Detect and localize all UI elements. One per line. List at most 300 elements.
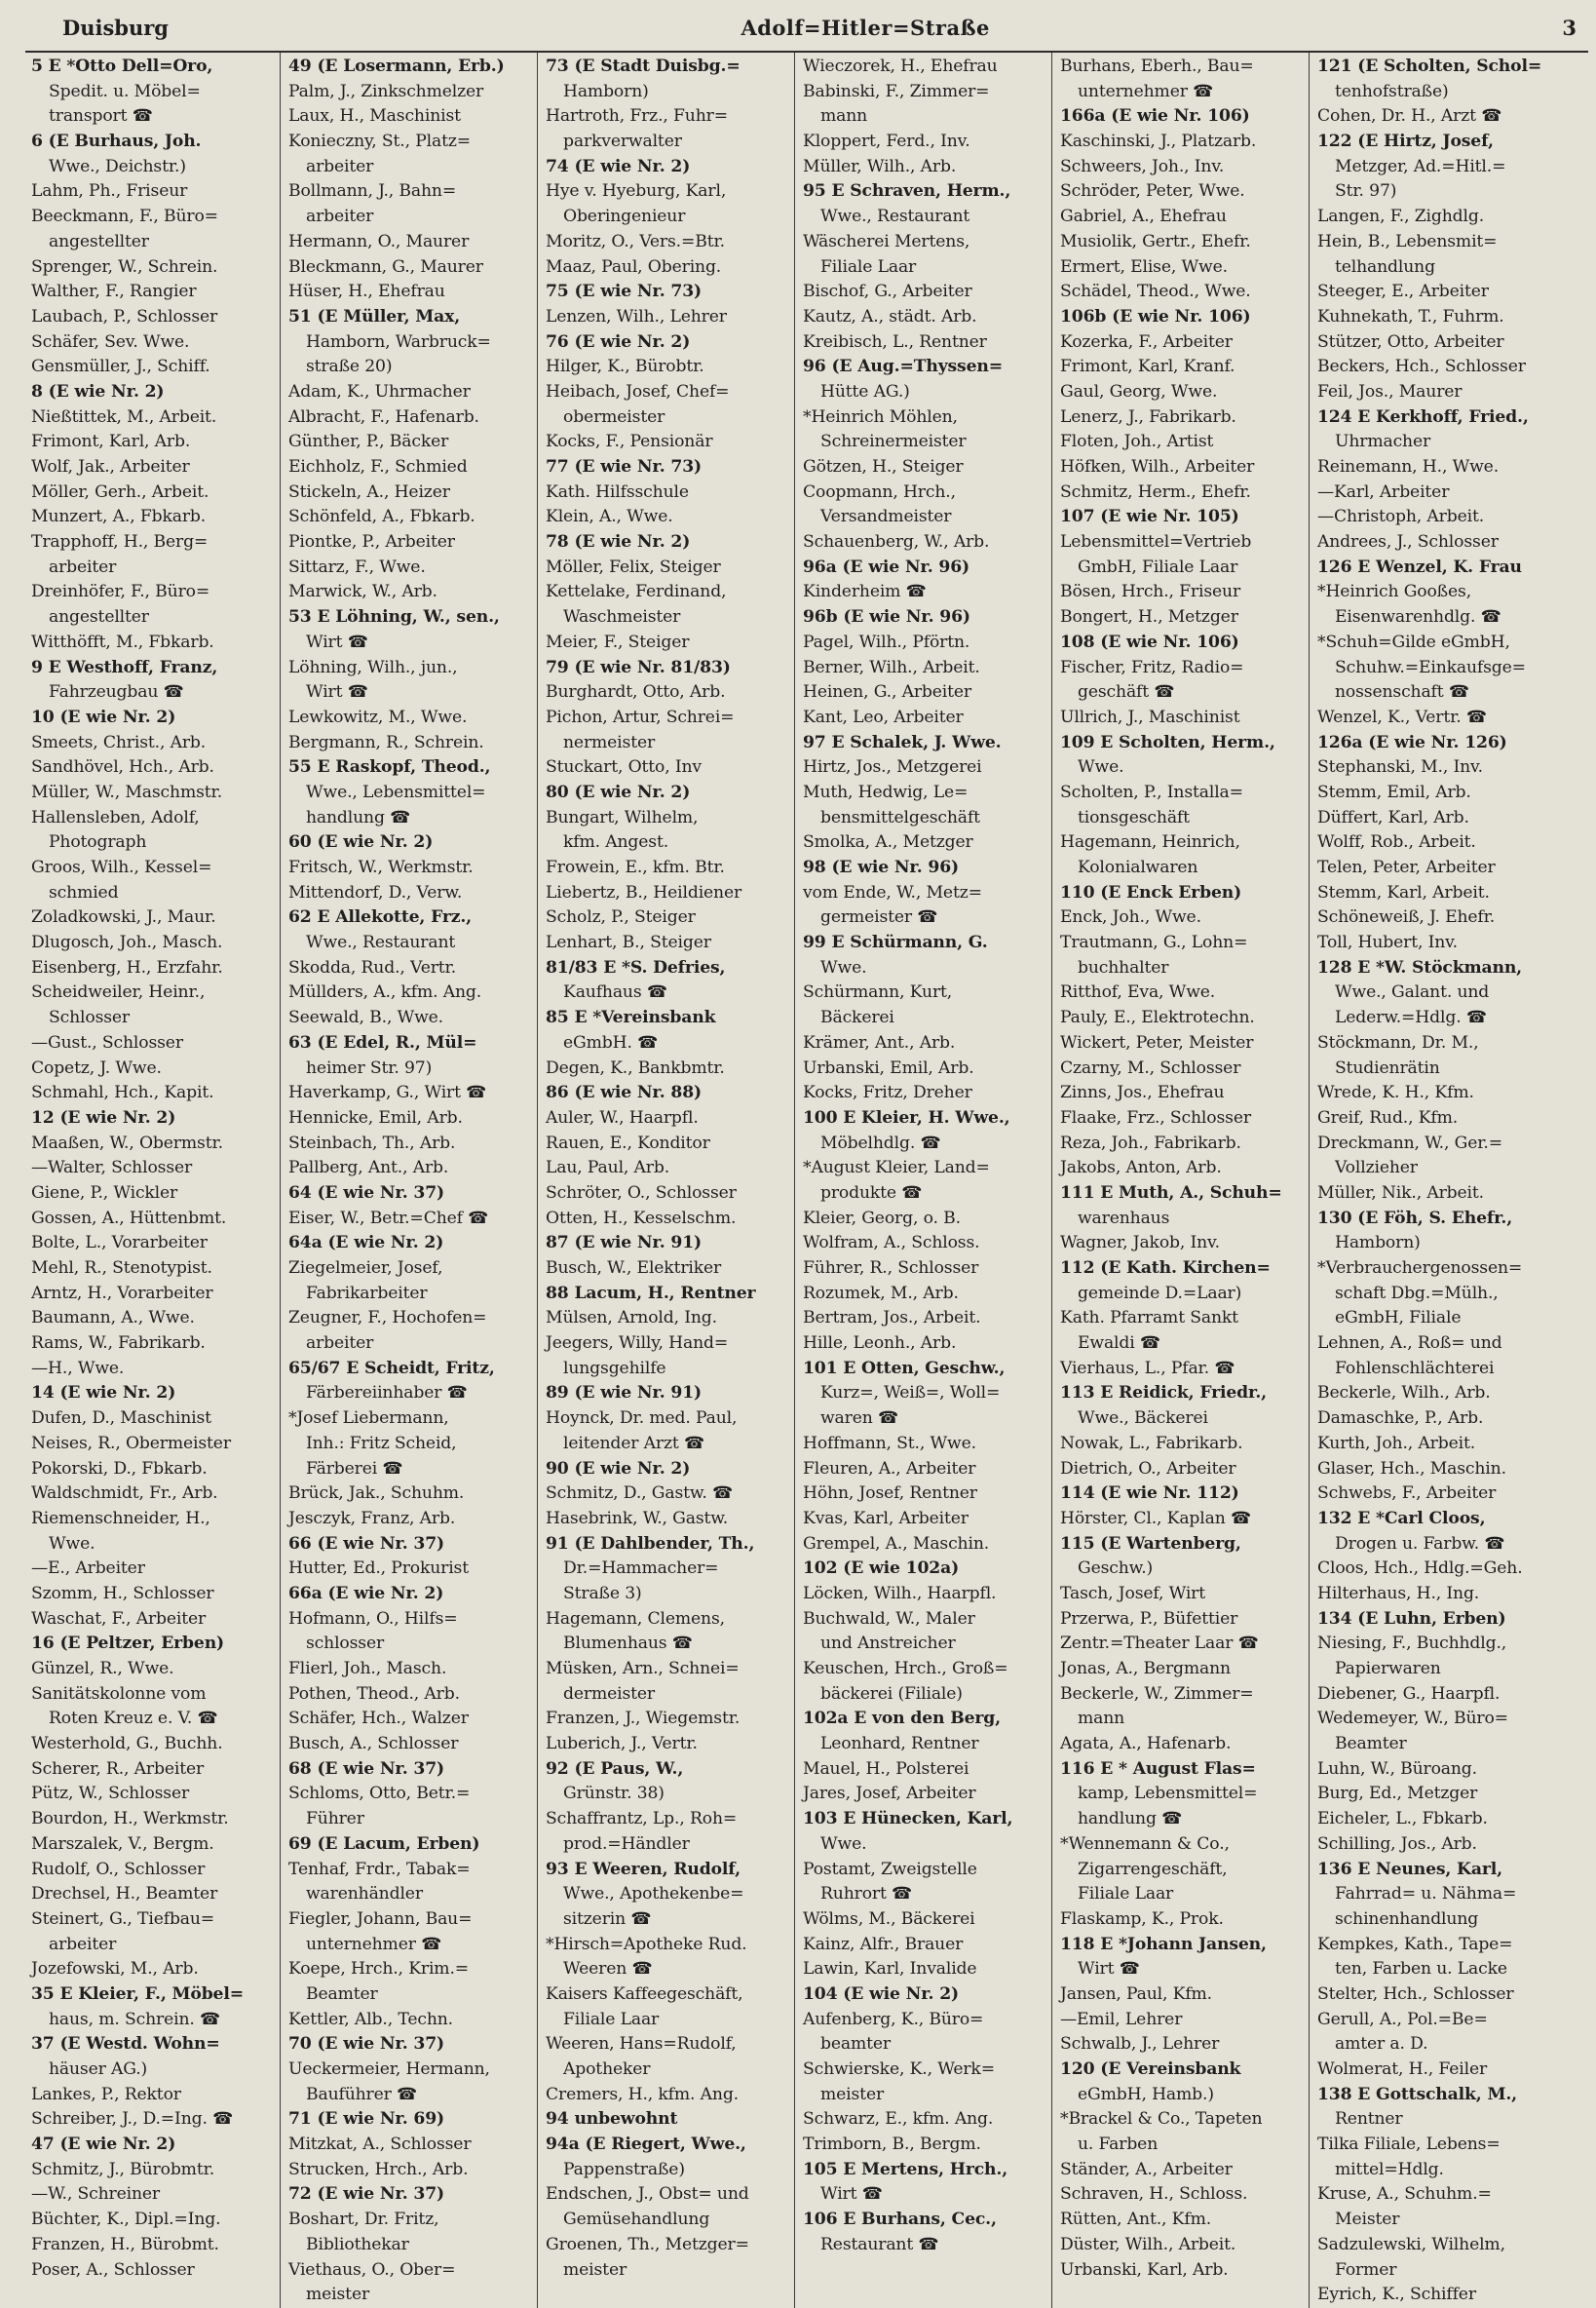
directory-column bbox=[797, 53, 1052, 2308]
resident-entry: Busch, A., Schlosser bbox=[288, 1734, 459, 1754]
resident-entry: Heibach, Josef, Chef= bbox=[546, 381, 730, 402]
resident-entry: Bäckerei bbox=[820, 1008, 894, 1028]
resident-entry: amter a. D. bbox=[1335, 2034, 1428, 2055]
resident-entry: Otten, H., Kesselschm. bbox=[546, 1208, 737, 1228]
resident-entry: Wirt ☎ bbox=[1078, 1959, 1140, 1980]
house-number-entry: 85 E *Vereinsbank bbox=[546, 1008, 716, 1028]
resident-entry: beamter bbox=[820, 2034, 891, 2055]
resident-entry: Ziegelmeier, Josef, bbox=[288, 1258, 443, 1278]
resident-entry: Czarny, M., Schlosser bbox=[1060, 1058, 1241, 1078]
resident-entry: Schloms, Otto, Betr.= bbox=[288, 1784, 471, 1804]
resident-entry: Maaz, Paul, Obering. bbox=[546, 256, 722, 277]
resident-entry: Gaul, Georg, Wwe. bbox=[1060, 381, 1218, 402]
resident-entry: Brück, Jak., Schuhm. bbox=[288, 1483, 465, 1504]
house-number-entry: 9 E Westhoff, Franz, bbox=[31, 657, 218, 677]
resident-entry: Schweers, Joh., Inv. bbox=[1060, 156, 1225, 176]
resident-entry: Büchter, K., Dipl.=Ing. bbox=[31, 2210, 221, 2230]
resident-entry: Kocks, F., Pensionär bbox=[546, 432, 713, 452]
resident-entry: Eisenberg, H., Erzfahr. bbox=[31, 957, 223, 978]
resident-entry: Führer bbox=[306, 1809, 364, 1829]
house-number-entry: 93 E Weeren, Rudolf, bbox=[546, 1859, 741, 1879]
resident-entry: Schäfer, Sev. Wwe. bbox=[31, 331, 190, 352]
resident-entry: Schröter, O., Schlosser bbox=[546, 1182, 737, 1203]
resident-entry: Rauen, E., Konditor bbox=[546, 1133, 710, 1153]
house-number-entry: 116 E * August Flas= bbox=[1060, 1758, 1256, 1779]
resident-entry: Lewkowitz, M., Wwe. bbox=[288, 707, 468, 727]
resident-entry: angestellter bbox=[49, 607, 149, 628]
resident-entry: Koepe, Hrch., Krim.= bbox=[288, 1959, 470, 1980]
resident-entry: Liebertz, B., Heildiener bbox=[546, 882, 742, 903]
resident-entry: Fischer, Fritz, Radio= bbox=[1060, 657, 1244, 677]
resident-entry: Weeren ☎ bbox=[563, 1959, 653, 1980]
resident-entry: Degen, K., Bankbmtr. bbox=[546, 1058, 725, 1078]
resident-entry: Zoladkowski, J., Maur. bbox=[31, 907, 216, 928]
resident-entry: Bösen, Hrch., Friseur bbox=[1060, 582, 1241, 602]
resident-entry: handlung ☎ bbox=[306, 807, 411, 827]
resident-entry: Hamborn) bbox=[1335, 1233, 1421, 1253]
house-number-entry: 110 (E Enck Erben) bbox=[1060, 882, 1242, 903]
resident-entry: Wwe., Deichstr.) bbox=[49, 156, 186, 176]
resident-entry: Jonas, A., Bergmann bbox=[1060, 1659, 1231, 1678]
house-number-entry: 94 unbewohnt bbox=[546, 2109, 678, 2130]
resident-entry: Wwe. bbox=[1078, 757, 1124, 778]
house-number-entry: 55 E Raskopf, Theod., bbox=[288, 757, 491, 778]
resident-entry: Ueckermeier, Hermann, bbox=[288, 2059, 490, 2079]
house-number-entry: 130 (E Föh, S. Ehefr., bbox=[1317, 1208, 1513, 1228]
resident-entry: Franzen, H., Bürobmt. bbox=[31, 2234, 219, 2254]
house-number-entry: 115 (E Wartenberg, bbox=[1060, 1533, 1241, 1554]
house-number-entry: 77 (E wie Nr. 73) bbox=[546, 457, 703, 477]
resident-entry: Frimont, Karl, Kranf. bbox=[1060, 357, 1235, 377]
resident-entry: *Schuh=Gilde eGmbH, bbox=[1317, 632, 1510, 652]
house-number-entry: 97 E Schalek, J. Wwe. bbox=[803, 732, 1002, 752]
resident-entry: arbeiter bbox=[306, 207, 374, 227]
resident-entry: Gossen, A., Hüttenbmt. bbox=[31, 1208, 227, 1228]
resident-entry: Tasch, Josef, Wirt bbox=[1060, 1583, 1206, 1603]
resident-entry: Aufenberg, K., Büro= bbox=[803, 2009, 984, 2029]
resident-entry: schaft Dbg.=Mülh., bbox=[1335, 1283, 1499, 1303]
resident-entry: GmbH, Filiale Laar bbox=[1078, 557, 1238, 577]
house-number-entry: 113 E Reidick, Friedr., bbox=[1060, 1383, 1268, 1404]
house-number-entry: 109 E Scholten, Herm., bbox=[1060, 732, 1275, 752]
resident-entry: Nießtittek, M., Arbeit. bbox=[31, 406, 217, 427]
resident-entry: —W., Schreiner bbox=[31, 2184, 160, 2205]
resident-entry: Filiale Laar bbox=[1078, 1884, 1174, 1904]
directory-columns bbox=[25, 53, 1588, 2305]
city-name: Duisburg bbox=[62, 16, 169, 40]
resident-entry: Wölms, M., Bäckerei bbox=[803, 1908, 975, 1929]
page-number: 3 bbox=[1562, 16, 1577, 40]
resident-entry: Leonhard, Rentner bbox=[820, 1734, 979, 1754]
resident-entry: Schürmann, Kurt, bbox=[803, 982, 953, 1003]
house-number-entry: 89 (E wie Nr. 91) bbox=[546, 1383, 703, 1404]
resident-entry: Endschen, J., Obst= und bbox=[546, 2184, 749, 2205]
house-number-entry: 105 E Mertens, Hrch., bbox=[803, 2159, 1008, 2179]
resident-entry: Kaufhaus ☎ bbox=[563, 982, 668, 1003]
resident-entry: Reza, Joh., Fabrikarb. bbox=[1060, 1133, 1241, 1153]
resident-entry: mittel=Hdlg. bbox=[1335, 2159, 1444, 2179]
house-number-entry: 126 E Wenzel, K. Frau bbox=[1317, 557, 1522, 577]
resident-entry: Pallberg, Ant., Arb. bbox=[288, 1158, 449, 1178]
resident-entry: *August Kleier, Land= bbox=[803, 1158, 990, 1178]
resident-entry: Langen, F., Zighdlg. bbox=[1317, 207, 1485, 227]
house-number-entry: 99 E Schürmann, G. bbox=[803, 933, 988, 953]
resident-entry: *Josef Liebermann, bbox=[288, 1408, 449, 1429]
resident-entry: Schwierske, K., Werk= bbox=[803, 2059, 995, 2079]
house-number-entry: 12 (E wie Nr. 2) bbox=[31, 1107, 176, 1128]
resident-entry: Fiegler, Johann, Bau= bbox=[288, 1908, 473, 1929]
resident-entry: Fahrzeugbau ☎ bbox=[49, 682, 184, 703]
house-number-entry: 101 E Otten, Geschw., bbox=[803, 1358, 1006, 1378]
resident-entry: —Walter, Schlosser bbox=[31, 1158, 193, 1178]
resident-entry: Kaisers Kaffeegeschäft, bbox=[546, 1983, 743, 2004]
resident-entry: Rütten, Ant., Kfm. bbox=[1060, 2210, 1212, 2230]
resident-entry: meister bbox=[820, 2084, 885, 2104]
resident-entry: Zinns, Jos., Ehefrau bbox=[1060, 1083, 1225, 1103]
house-number-entry: 114 (E wie Nr. 112) bbox=[1060, 1483, 1239, 1504]
house-number-entry: 65/67 E Scheidt, Fritz, bbox=[288, 1358, 495, 1378]
resident-entry: Bertram, Jos., Arbeit. bbox=[803, 1308, 981, 1328]
house-number-entry: 87 (E wie Nr. 91) bbox=[546, 1233, 703, 1253]
resident-entry: Drogen u. Farbw. ☎ bbox=[1335, 1533, 1505, 1554]
resident-entry: Bischof, G., Arbeiter bbox=[803, 282, 972, 302]
resident-entry: Pokorski, D., Fbkarb. bbox=[31, 1458, 208, 1479]
house-number-entry: 51 (E Müller, Max, bbox=[288, 306, 461, 327]
resident-entry: Drechsel, H., Beamter bbox=[31, 1884, 218, 1904]
resident-entry: Spedit. u. Möbel= bbox=[49, 81, 201, 101]
resident-entry: Hüser, H., Ehefrau bbox=[288, 282, 445, 302]
resident-entry: Schreinermeister bbox=[820, 432, 967, 452]
resident-entry: Cremers, H., kfm. Ang. bbox=[546, 2084, 739, 2104]
resident-entry: Arntz, H., Vorarbeiter bbox=[31, 1283, 213, 1303]
resident-entry: Scholz, P., Steiger bbox=[546, 907, 696, 928]
resident-entry: Greif, Rud., Kfm. bbox=[1317, 1107, 1459, 1128]
resident-entry: Skodda, Rud., Vertr. bbox=[288, 957, 457, 978]
resident-entry: Wrede, K. H., Kfm. bbox=[1317, 1083, 1474, 1103]
house-number-entry: 53 E Löhning, W., sen., bbox=[288, 607, 500, 628]
resident-entry: arbeiter bbox=[49, 557, 117, 577]
house-number-entry: 106b (E wie Nr. 106) bbox=[1060, 306, 1251, 327]
house-number-entry: 118 E *Johann Jansen, bbox=[1060, 1934, 1267, 1954]
resident-entry: Glaser, Hch., Maschin. bbox=[1317, 1458, 1506, 1479]
resident-entry: Hamborn) bbox=[563, 81, 649, 101]
resident-entry: Hennicke, Emil, Arb. bbox=[288, 1107, 463, 1128]
resident-entry: Trapphoff, H., Berg= bbox=[31, 532, 209, 553]
resident-entry: Floten, Joh., Artist bbox=[1060, 432, 1214, 452]
resident-entry: Uhrmacher bbox=[1335, 432, 1431, 452]
resident-entry: Steinbach, Th., Arb. bbox=[288, 1133, 456, 1153]
resident-entry: *Verbrauchergenossen= bbox=[1317, 1258, 1523, 1278]
resident-entry: waren ☎ bbox=[820, 1408, 899, 1429]
resident-entry: Hofmann, O., Hilfs= bbox=[288, 1608, 458, 1629]
resident-entry: Franzen, J., Wiegemstr. bbox=[546, 1709, 741, 1729]
resident-entry: Kloppert, Ferd., Inv. bbox=[803, 132, 970, 152]
resident-entry: Busch, W., Elektriker bbox=[546, 1258, 722, 1278]
house-number-entry: 88 Lacum, H., Rentner bbox=[546, 1283, 756, 1303]
resident-entry: schinenhandlung bbox=[1335, 1908, 1479, 1929]
house-number-entry: 128 E *W. Stöckmann, bbox=[1317, 957, 1523, 978]
house-number-entry: 124 E Kerkhoff, Fried., bbox=[1317, 406, 1529, 427]
resident-entry: Pothen, Theod., Arb. bbox=[288, 1683, 460, 1704]
resident-entry: Waschmeister bbox=[563, 607, 681, 628]
resident-entry: Pütz, W., Schlosser bbox=[31, 1784, 190, 1804]
resident-entry: arbeiter bbox=[306, 156, 374, 176]
resident-entry: Wäscherei Mertens, bbox=[803, 231, 970, 251]
resident-entry: tenhofstraße) bbox=[1335, 81, 1449, 101]
resident-entry: Wedemeyer, W., Büro= bbox=[1317, 1709, 1508, 1729]
resident-entry: Schöneweiß, J. Ehefr. bbox=[1317, 907, 1496, 928]
resident-entry: —E., Arbeiter bbox=[31, 1558, 145, 1579]
resident-entry: Postamt, Zweigstelle bbox=[803, 1859, 977, 1879]
resident-entry: Versandmeister bbox=[820, 507, 952, 527]
resident-entry: Stelter, Hch., Schlosser bbox=[1317, 1983, 1514, 2004]
resident-entry: Cloos, Hch., Hdlg.=Geh. bbox=[1317, 1558, 1523, 1579]
resident-entry: Kant, Leo, Arbeiter bbox=[803, 707, 964, 727]
resident-entry: dermeister bbox=[563, 1683, 655, 1704]
resident-entry: Adam, K., Uhrmacher bbox=[288, 381, 471, 402]
resident-entry: Zigarrengeschäft, bbox=[1078, 1859, 1228, 1879]
resident-entry: Düster, Wilh., Arbeit. bbox=[1060, 2234, 1236, 2254]
resident-entry: Schauenberg, W., Arb. bbox=[803, 532, 990, 553]
resident-entry: Eisenwarenhdlg. ☎ bbox=[1335, 607, 1501, 628]
house-number-entry: 90 (E wie Nr. 2) bbox=[546, 1458, 691, 1479]
resident-entry: Str. 97) bbox=[1335, 181, 1397, 202]
house-number-entry: 120 (E Vereinsbank bbox=[1060, 2059, 1241, 2079]
resident-entry: Schmitz, D., Gastw. ☎ bbox=[546, 1483, 734, 1504]
resident-entry: Pichon, Artur, Schrei= bbox=[546, 707, 735, 727]
resident-entry: kfm. Angest. bbox=[563, 832, 669, 853]
resident-entry: Westerhold, G., Buchh. bbox=[31, 1734, 223, 1754]
resident-entry: Günther, P., Bäcker bbox=[288, 432, 449, 452]
resident-entry: Schmitz, Herm., Ehefr. bbox=[1060, 481, 1251, 502]
house-number-entry: 73 (E Stadt Duisbg.= bbox=[546, 57, 741, 76]
house-number-entry: 104 (E wie Nr. 2) bbox=[803, 1983, 960, 2004]
resident-entry: Löhning, Wilh., jun., bbox=[288, 657, 458, 677]
resident-entry: Inh.: Fritz Scheid, bbox=[306, 1433, 457, 1453]
resident-entry: Hirtz, Jos., Metzgerei bbox=[803, 757, 982, 778]
house-number-entry: 70 (E wie Nr. 37) bbox=[288, 2034, 445, 2055]
house-number-entry: 64a (E wie Nr. 2) bbox=[288, 1233, 444, 1253]
house-number-entry: 66 (E wie Nr. 37) bbox=[288, 1533, 445, 1554]
resident-entry: Schwalb, J., Lehrer bbox=[1060, 2034, 1220, 2055]
resident-entry: mann bbox=[1078, 1709, 1125, 1729]
resident-entry: Färberei ☎ bbox=[306, 1458, 403, 1479]
resident-entry: Höhn, Josef, Rentner bbox=[803, 1483, 977, 1504]
resident-entry: Oberingenieur bbox=[563, 207, 686, 227]
resident-entry: Kleier, Georg, o. B. bbox=[803, 1208, 961, 1228]
resident-entry: Ruhrort ☎ bbox=[820, 1884, 913, 1904]
resident-entry: Jesczyk, Franz, Arb. bbox=[288, 1508, 456, 1528]
resident-entry: Hermann, O., Maurer bbox=[288, 231, 470, 251]
resident-entry: Sadzulewski, Wilhelm, bbox=[1317, 2234, 1505, 2254]
resident-entry: Urbanski, Emil, Arb. bbox=[803, 1058, 974, 1078]
resident-entry: Bleckmann, G., Maurer bbox=[288, 256, 483, 277]
house-number-entry: 69 (E Lacum, Erben) bbox=[288, 1833, 480, 1854]
resident-entry: Giene, P., Wickler bbox=[31, 1182, 178, 1203]
resident-entry: Kurth, Joh., Arbeit. bbox=[1317, 1433, 1476, 1453]
resident-entry: Enck, Joh., Wwe. bbox=[1060, 907, 1201, 928]
resident-entry: Pappenstraße) bbox=[563, 2159, 685, 2179]
resident-entry: Wolf, Jak., Arbeiter bbox=[31, 457, 190, 477]
resident-entry: Telen, Peter, Arbeiter bbox=[1317, 858, 1496, 877]
resident-entry: Beckers, Hch., Schlosser bbox=[1317, 357, 1526, 377]
resident-entry: Bongert, H., Metzger bbox=[1060, 607, 1238, 628]
house-number-entry: 92 (E Paus, W., bbox=[546, 1758, 684, 1779]
resident-entry: Schwarz, E., kfm. Ang. bbox=[803, 2109, 994, 2130]
resident-entry: Buchwald, W., Maler bbox=[803, 1608, 975, 1629]
resident-entry: Hasebrink, W., Gastw. bbox=[546, 1508, 729, 1528]
street-name: Adolf=Hitler=Straße bbox=[741, 16, 990, 40]
house-number-entry: 126a (E wie Nr. 126) bbox=[1317, 732, 1507, 752]
resident-entry: Schönfeld, A., Fbkarb. bbox=[288, 507, 475, 527]
resident-entry: Diebener, G., Haarpfl. bbox=[1317, 1683, 1501, 1704]
house-number-entry: 60 (E wie Nr. 2) bbox=[288, 832, 434, 853]
house-number-entry: 108 (E wie Nr. 106) bbox=[1060, 632, 1239, 652]
resident-entry: Rozumek, M., Arb. bbox=[803, 1283, 959, 1303]
resident-entry: Neises, R., Obermeister bbox=[31, 1433, 231, 1453]
resident-entry: Stephanski, M., Inv. bbox=[1317, 757, 1483, 778]
resident-entry: Seewald, B., Wwe. bbox=[288, 1008, 443, 1028]
resident-entry: häuser AG.) bbox=[49, 2059, 148, 2079]
resident-entry: Blumenhaus ☎ bbox=[563, 1634, 694, 1654]
resident-entry: Lehnen, A., Roß= und bbox=[1317, 1333, 1502, 1354]
resident-entry: Musiolik, Gertr., Ehefr. bbox=[1060, 231, 1251, 251]
house-number-entry: 122 (E Hirtz, Josef, bbox=[1317, 132, 1494, 152]
resident-entry: Riemenschneider, H., bbox=[31, 1508, 210, 1528]
directory-column bbox=[25, 53, 281, 2308]
house-number-entry: 63 (E Edel, R., Mül= bbox=[288, 1032, 477, 1053]
resident-entry: Auler, W., Haarpfl. bbox=[546, 1107, 699, 1128]
resident-entry: —Christoph, Arbeit. bbox=[1317, 507, 1485, 527]
resident-entry: Meister bbox=[1335, 2210, 1400, 2230]
resident-entry: ten, Farben u. Lacke bbox=[1335, 1959, 1507, 1980]
resident-entry: Burg, Ed., Metzger bbox=[1317, 1784, 1478, 1804]
resident-entry: Wwe. bbox=[820, 957, 867, 978]
house-number-entry: 166a (E wie Nr. 106) bbox=[1060, 106, 1250, 127]
resident-entry: Wolmerat, H., Feiler bbox=[1317, 2059, 1488, 2079]
resident-entry: Hörster, Cl., Kaplan ☎ bbox=[1060, 1508, 1252, 1528]
resident-entry: Steeger, E., Arbeiter bbox=[1317, 282, 1489, 302]
resident-entry: Müller, W., Maschmstr. bbox=[31, 782, 223, 802]
resident-entry: Vollzieher bbox=[1335, 1158, 1418, 1178]
resident-entry: Haverkamp, G., Wirt ☎ bbox=[288, 1083, 487, 1103]
resident-entry: Frowein, E., kfm. Btr. bbox=[546, 858, 725, 877]
resident-entry: Sanitätskolonne vom bbox=[31, 1683, 207, 1704]
house-number-entry: 74 (E wie Nr. 2) bbox=[546, 156, 691, 176]
resident-entry: Maaßen, W., Obermstr. bbox=[31, 1133, 223, 1153]
resident-entry: Wagner, Jakob, Inv. bbox=[1060, 1233, 1220, 1253]
resident-entry: Trautmann, G., Lohn= bbox=[1060, 933, 1248, 953]
resident-entry: Müller, Nik., Arbeit. bbox=[1317, 1182, 1484, 1203]
resident-entry: Krämer, Ant., Arb. bbox=[803, 1032, 956, 1053]
resident-entry: Stützer, Otto, Arbeiter bbox=[1317, 331, 1504, 352]
resident-entry: lungsgehilfe bbox=[563, 1358, 666, 1378]
resident-entry: tionsgeschäft bbox=[1078, 807, 1190, 827]
resident-entry: Kozerka, F., Arbeiter bbox=[1060, 331, 1233, 352]
resident-entry: bäckerei (Filiale) bbox=[820, 1683, 963, 1704]
resident-entry: Wolfram, A., Schloss. bbox=[803, 1233, 980, 1253]
resident-entry: Weeren, Hans=Rudolf, bbox=[546, 2034, 737, 2055]
resident-entry: Apotheker bbox=[563, 2059, 651, 2079]
resident-entry: Flierl, Joh., Masch. bbox=[288, 1659, 447, 1678]
house-number-entry: 78 (E wie Nr. 2) bbox=[546, 532, 691, 553]
resident-entry: Dreckmann, W., Ger.= bbox=[1317, 1133, 1502, 1153]
house-number-entry: 8 (E wie Nr. 2) bbox=[31, 381, 165, 402]
house-number-entry: 112 (E Kath. Kirchen= bbox=[1060, 1258, 1271, 1278]
resident-entry: Hilger, K., Bürobtr. bbox=[546, 357, 704, 377]
resident-entry: Schaffrantz, Lp., Roh= bbox=[546, 1809, 738, 1829]
resident-entry: Bourdon, H., Werkmstr. bbox=[31, 1809, 229, 1829]
resident-entry: Lankes, P., Rektor bbox=[31, 2084, 181, 2104]
house-number-entry: 102 (E wie 102a) bbox=[803, 1558, 960, 1579]
resident-entry: unternehmer ☎ bbox=[306, 1934, 442, 1954]
house-number-entry: 35 E Kleier, F., Möbel= bbox=[31, 1983, 244, 2004]
resident-entry: Gemüsehandlung bbox=[563, 2210, 710, 2230]
resident-entry: Schmahl, Hch., Kapit. bbox=[31, 1083, 214, 1103]
resident-entry: Fahrrad= u. Nähma= bbox=[1335, 1884, 1517, 1904]
resident-entry: Marwick, W., Arb. bbox=[288, 582, 437, 602]
resident-entry: Löcken, Wilh., Haarpfl. bbox=[803, 1583, 997, 1603]
resident-entry: Wieczorek, H., Ehefrau bbox=[803, 57, 998, 76]
resident-entry: Sprenger, W., Schrein. bbox=[31, 256, 218, 277]
house-number-entry: 95 E Schraven, Herm., bbox=[803, 181, 1011, 202]
resident-entry: Kuhnekath, T., Fuhrm. bbox=[1317, 306, 1504, 327]
house-number-entry: 111 E Muth, A., Schuh= bbox=[1060, 1182, 1282, 1203]
resident-entry: Wwe., Galant. und bbox=[1335, 982, 1490, 1003]
resident-entry: Andrees, J., Schlosser bbox=[1317, 532, 1499, 553]
resident-entry: Fohlenschlächterei bbox=[1335, 1358, 1495, 1378]
resident-entry: Laux, H., Maschinist bbox=[288, 106, 461, 127]
resident-entry: Hütte AG.) bbox=[820, 381, 910, 402]
resident-entry: Wirt ☎ bbox=[306, 682, 368, 703]
resident-entry: Babinski, F., Zimmer= bbox=[803, 81, 990, 101]
resident-entry: schlosser bbox=[306, 1634, 385, 1654]
directory-column bbox=[1054, 53, 1310, 2308]
resident-entry: Färbereiinhaber ☎ bbox=[306, 1383, 468, 1404]
house-number-entry: 75 (E wie Nr. 73) bbox=[546, 282, 703, 302]
house-number-entry: 94a (E Riegert, Wwe., bbox=[546, 2135, 746, 2155]
resident-entry: Ritthof, Eva, Wwe. bbox=[1060, 982, 1216, 1003]
resident-entry: Führer, R., Schlosser bbox=[803, 1258, 979, 1278]
resident-entry: Wwe., Bäckerei bbox=[1078, 1408, 1208, 1429]
resident-entry: kamp, Lebensmittel= bbox=[1078, 1784, 1258, 1804]
resident-entry: Cohen, Dr. H., Arzt ☎ bbox=[1317, 106, 1502, 127]
house-number-entry: 66a (E wie Nr. 2) bbox=[288, 1583, 444, 1603]
resident-entry: —H., Wwe. bbox=[31, 1358, 125, 1378]
resident-entry: Schlosser bbox=[49, 1008, 130, 1028]
resident-entry: Fleuren, A., Arbeiter bbox=[803, 1458, 976, 1479]
resident-entry: arbeiter bbox=[306, 1333, 374, 1354]
resident-entry: Jansen, Paul, Kfm. bbox=[1060, 1983, 1212, 2004]
house-number-entry: 107 (E wie Nr. 105) bbox=[1060, 507, 1239, 527]
resident-entry: Kath. Hilfsschule bbox=[546, 481, 689, 502]
resident-entry: —Emil, Lehrer bbox=[1060, 2009, 1183, 2029]
resident-entry: Grünstr. 38) bbox=[563, 1784, 665, 1804]
directory-column bbox=[540, 53, 795, 2308]
resident-entry: Wirt ☎ bbox=[306, 632, 368, 652]
resident-entry: Schilling, Jos., Arb. bbox=[1317, 1833, 1477, 1854]
resident-entry: Lederw.=Hdlg. ☎ bbox=[1335, 1008, 1488, 1028]
resident-entry: Rentner bbox=[1335, 2109, 1403, 2130]
resident-entry: Tenhaf, Frdr., Tabak= bbox=[288, 1859, 471, 1879]
house-number-entry: 102a E von den Berg, bbox=[803, 1709, 1001, 1729]
resident-entry: Waldschmidt, Fr., Arb. bbox=[31, 1483, 218, 1504]
resident-entry: und Anstreicher bbox=[820, 1634, 956, 1654]
resident-entry: Wenzel, K., Vertr. ☎ bbox=[1317, 707, 1488, 727]
resident-entry: Scherer, R., Arbeiter bbox=[31, 1758, 205, 1779]
resident-entry: Kempkes, Kath., Tape= bbox=[1317, 1934, 1513, 1954]
resident-entry: nossenschaft ☎ bbox=[1335, 682, 1470, 703]
